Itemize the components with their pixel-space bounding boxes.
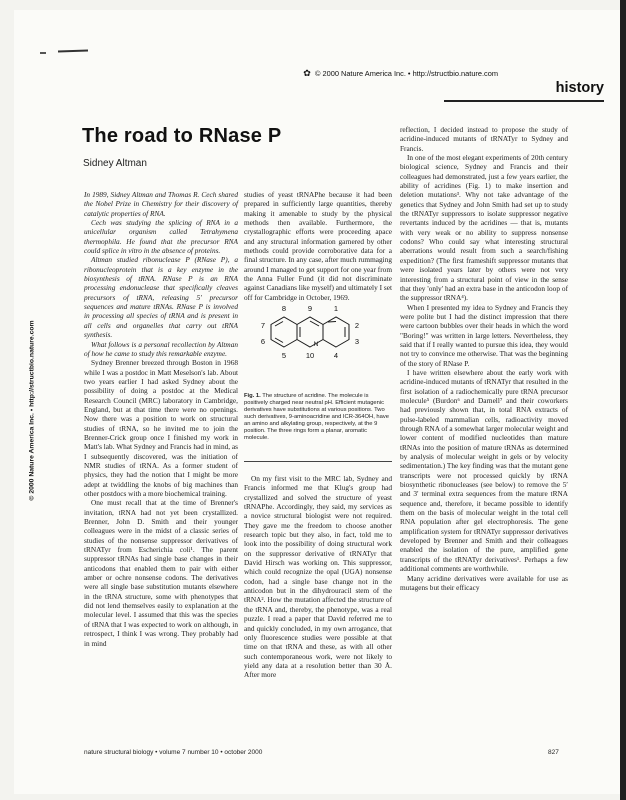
body-paragraph: One must recall that at the time of Brenner's invitation, tRNA had not yet been crystallized. Brenner, John D. Smith and their younger colleagues were in the midst of a classic series of studies of the nonsense suppressor derivatives of tRNATyr from Escherichia coli¹. The parent suppressor tRNAs had single base changes in their anticodons that enabled them to pair with either amber or ochre nonsense codons. The derivatives were all single base substitution mutants elsewhere in the tRNA structure, some with phenotypes that did not lend themselves easily to explanation at the molecular level. I assumed that this was the species of tRNA that I was expected to work on although, in retrospect, I think I was wrong. They probably had in mind: [84, 498, 238, 648]
atom-label: 7: [260, 321, 266, 330]
intro-paragraph: What follows is a personal recollection by Altman of how he came to study this remarkable enzyme.: [84, 339, 238, 358]
acridine-structure-figure: [244, 297, 392, 407]
atom-label: 9: [307, 304, 313, 313]
atom-label: 8: [281, 304, 287, 313]
scan-edge: [620, 0, 626, 800]
intro-paragraph: In 1989, Sidney Altman and Thomas R. Cech shared the Nobel Prize in Chemistry for their discovery of catalytic properties of RNA.: [84, 190, 238, 218]
footer-journal: nature structural biology • volume 7 number 10 • october 2000: [84, 749, 263, 756]
side-copyright: [22, 262, 36, 562]
body-paragraph: In one of the most elegant experiments of 20th century biological science, Sydney and Francis and their colleagues had demonstrated, just a few years earlier, the ability of acridines (Fig. 1) to make insertion and deletion mutations³. Why not take advantage of the genetics that Sydney and John Smith had set up to study the tRNATyr suppressors to isolate suppressor negative revertants induced by the acridines — that is, mutants with very weak or no ability to suppress nonsense codons? Who could say what interesting structural aberrations would result from such a search/fishing expedition? (The first frameshift suppressor mutants that were isolated years later by others were not very interesting from a structural point of view in the sense that they 'only' had an extra base in the anticodon loop of the suppressor tRNA⁴).: [400, 153, 568, 303]
double-bond: [328, 322, 336, 323]
figure-label: Fig. 1.: [244, 393, 261, 399]
atom-label: 5: [281, 351, 287, 360]
column-3: [400, 125, 568, 592]
nitrogen-label: N: [313, 341, 319, 348]
atom-label: 10: [305, 351, 315, 360]
publisher-header: ✿ © 2000 Nature America Inc. • http://structbio.nature.com: [303, 68, 499, 78]
intro-paragraph: Altman studied ribonuclease P (RNase P), a ribonucleoprotein that is a key enzyme in the biosynthesis of tRNA. RNase P is an RNA processing endonuclease that specifically cleaves precursors of tRNA, releasing 5′ precursor sequences and mature tRNAs. RNase P is involved in processing all species of tRNA and is present in all cells and organelles that carry out tRNA synthesis.: [84, 255, 238, 340]
body-paragraph: When I presented my idea to Sydney and Francis they were polite but I had the distinct impression that there were cartoon bubbles over their heads in which the word "Boring!" was written in large letters. Nevertheless, they said that if I really wanted to pursue this idea, they would not try to convince me otherwise. That was the beginning of the story of RNase P.: [400, 302, 568, 368]
intro-abstract: [84, 190, 238, 358]
side-copyright-text: © 2000 Nature America Inc. • http://structbio.nature.com: [28, 320, 36, 501]
body-paragraph: reflection, I decided instead to propose the study of acridine-induced mutants of tRNATyr to Sydney and Francis.: [400, 125, 568, 153]
column-1: [84, 190, 238, 648]
atom-label: 2: [354, 321, 360, 330]
double-bond: [275, 338, 283, 343]
atom-label: 3: [354, 337, 360, 346]
ring-left: [271, 317, 297, 347]
body-paragraph: On my first visit to the MRC lab, Sydney and Francis informed me that Klug's group had crystallized and solved the structure of yeast tRNAPhe. Accordingly, they said, my services as a novice structural biologist were not required. They gave me the freedom to choose another research topic but they also, in fact, told me to look into the possibility of doing structural work on the suppressor derivative of tRNATyr that David Hirsch was working on. This suppressor, which could recognize the opal (UGA) nonsense codon, had a single base change not in the anticodon but in the dihydrouracil stem of the tRNA². How the mutation affected the structure of the tRNA and, thereby, the phenotype, was a real puzzle. I read a paper that David referred me to and quickly concluded, in my own arrogance, that only fluorescence studies were possible at that time on that tRNA and these, as with all other such contemporaneous work, were not likely to yield any data at a resolution better than 30 Å. After more: [244, 474, 392, 680]
article-author: Sidney Altman: [83, 158, 147, 169]
atom-label: 4: [333, 351, 339, 360]
double-bond: [275, 322, 283, 327]
publisher-logo-icon: ✿: [303, 68, 311, 78]
body-paragraph: studies of yeast tRNAPhe because it had been prepared in sufficiently large quantities, thereby making it amenable to study by the physical methods then available. Furthermore, the crystallographic efforts were proceeding apace and any structural information garnered by other methods could provide corroborative data for a final structure. In any case, after much rummaging around I managed to get support for one year from the Anna Fuller Fund (it did not discriminate against Canadians like myself) and ultimately I set off for Cambridge in October, 1969.: [244, 190, 392, 302]
figure-caption: [244, 393, 392, 442]
atom-label: 1: [333, 304, 339, 313]
body-paragraph: Many acridine derivatives were available for use as mutagens but their efficacy: [400, 573, 568, 592]
column-2-bottom: [244, 474, 392, 680]
column-2-top: [244, 190, 392, 302]
intro-paragraph: Cech was studying the splicing of RNA in a unicellular organism called Tetrahymena thermophila. He found that the precursor RNA could splice in vitro in the absence of proteins.: [84, 218, 238, 256]
atom-label: 6: [260, 337, 266, 346]
body-paragraph: I have written elsewhere about the early work with acridine-induced mutants of tRNATyr that resulted in the first isolation of a radiochemically pure tRNA precursor molecule⁵ (Burdon⁶ and Darnell⁷ and their coworkers had previously shown that, in total RNA extracts of pulse-labeled mammalian cells, radioactivity moved through RNA of a somewhat larger molecular weight and lower content of modified nucleotides than mature tRNAs into the position of mature tRNAs as determined by analysis of molecular weight in gels or by velocity sedimentation.) The key finding was that the mutant gene transcripts were not processed quickly by tRNA biosynthetic ribonucleases (see below) to remove the 5′ and 3′ terminal extra sequences from the mature tRNA sequence and, therefore, it became possible to identify them on the basis of molecular weight in the total cell RNA population after gel electrophoresis. The gene amplification system for tRNATyr suppressor derivatives developed by Brenner and Smith and their colleagues enabled the isolation of the pure, amplified gene transcripts of the tRNATyr derivatives¹. Perhaps a few additional comments are worthwhile.: [400, 367, 568, 574]
section-label: history: [444, 80, 604, 102]
figure-caption-text: The structure of acridine. The molecule is positively charged near neutral pH. Efficient mutagenic derivatives have substitutions at various positions. Two such derivatives, 9-aminoacridine and ICR-364OH, have an amino and alkylating group, respectively, at the 9 position. The three rings form a planar, aromatic molecule.: [244, 393, 389, 441]
body-paragraph: Sydney Brenner breezed through Boston in 1968 while I was a postdoc in Matt Meselson's lab. About two years earlier I had asked Sydney about the possibility of doing a postdoc at the Medical Research Council (MRC) laboratory in Cambridge, England, but at that time there were no openings. Now there was a position to work on structural studies of tRNA, so he invited me to join the Brenner-Crick group once I finished my work in Matt's lab. What Sydney and Francis had in mind, as I subsequently discovered, was the initiation of NMR studies of tRNA. As a former student of physics, they had the notion that I might be more adept at twiddling the knobs of big machines than other postdocs with a more biochemical training.: [84, 358, 238, 498]
page-number: 827: [548, 749, 559, 756]
article-title: The road to RNase P: [82, 125, 282, 147]
scan-mark: [40, 52, 46, 54]
divider: [244, 461, 392, 462]
